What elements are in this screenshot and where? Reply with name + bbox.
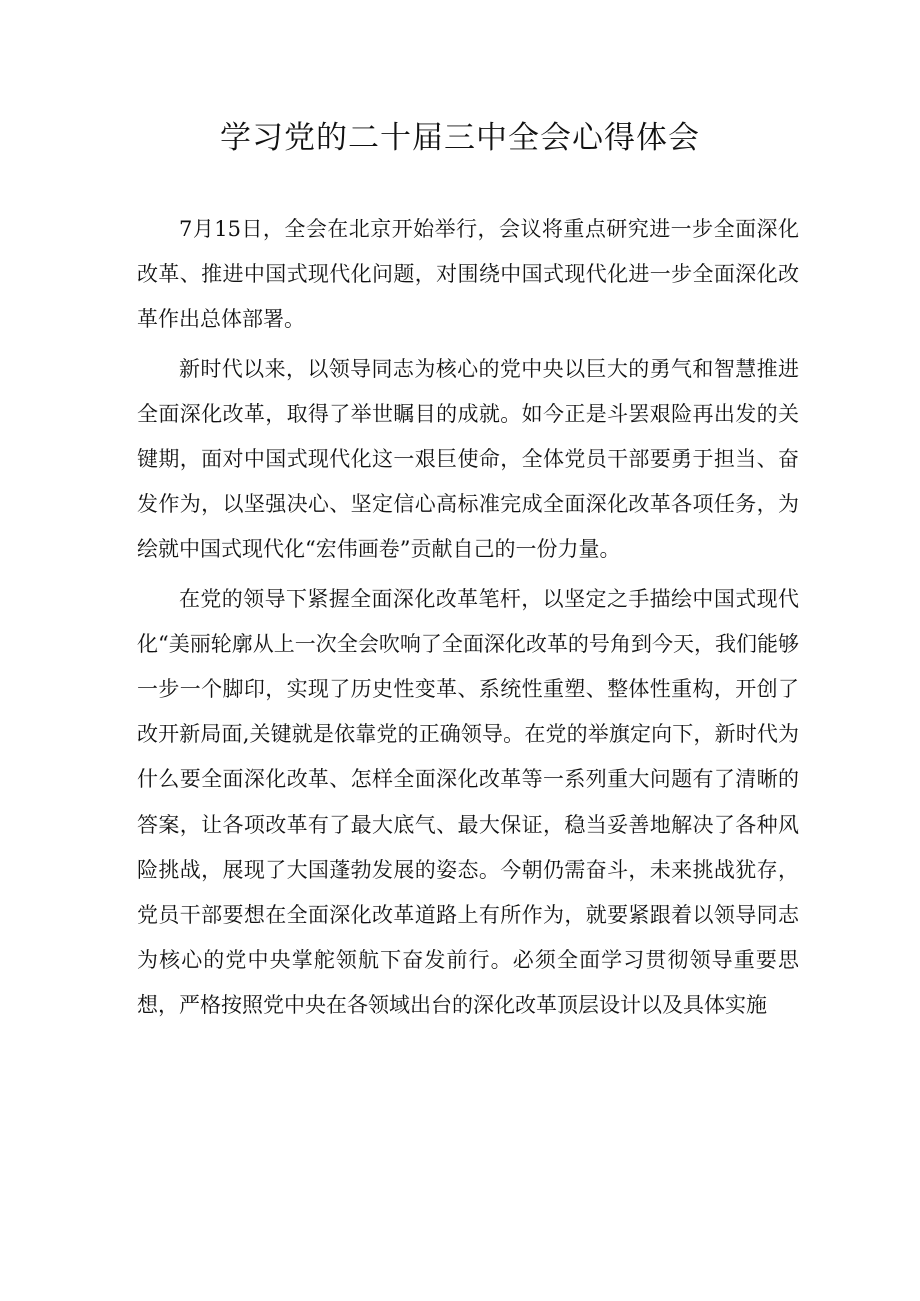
document-body xyxy=(137,207,799,1033)
paragraph-2: 新时代以来，以领导同志为核心的党中央以巨大的勇气和智慧推进全面深化改革，取得了举世瞩目的成就。如今正是斗罢艰险再出发的关键期，面对中国式现代化这一艰巨使命，全体党员干部要勇于担当、奋发作为，以坚强决心、坚定信心高标准完成全面深化改革各项任务，为绘就中国式现代化“宏伟画卷”贡献自己的一份力量。 xyxy=(137,356,799,562)
paragraph-1: 7月15日，全会在北京开始举行，会议将重点研究进一步全面深化改革、推进中国式现代化问题，对围绕中国式现代化进一步全面深化改革作出总体部署。 xyxy=(137,217,799,332)
document-title: 学习党的二十届三中全会心得体会 xyxy=(220,120,700,156)
paragraph-3: 在党的领导下紧握全面深化改革笔杆，以坚定之手描绘中国式现代化“美丽轮廓从上一次全会吹响了全面深化改革的号角到今天，我们能够一步一个脚印，实现了历史性变革、系统性重塑、整体性重构，开创了改开新局面,关键就是依靠党的正确领导。在党的举旗定向下，新时代为什么要全面深化改革、怎样全面深化改革等一系列重大问题有了清晰的答案，让各项改革有了最大底气、最大保证，稳当妥善地解决了各种风险挑战，展现了大国蓬勃发展的姿态。今朝仍需奋斗，未来挑战犹存，党员干部要想在全面深化改革道路上有所作为，就要紧跟着以领导同志为核心的党中央掌舵领航下奋发前行。必须全面学习贯彻领导重要思想，严格按照党中央在各领域出台的深化改革顶层设计以及具体实施 xyxy=(137,586,799,1018)
